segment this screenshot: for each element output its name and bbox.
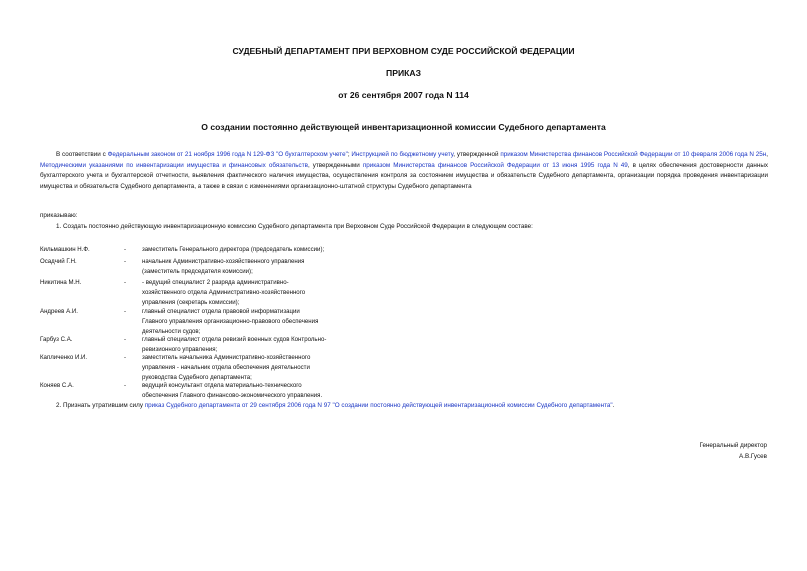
link-order-97[interactable]: приказ Судебного департамента от 29 сентября 2006 года N 97 "О создании постоянно действующей инвентаризационной комиссии Судебного департамента" [144, 402, 613, 409]
preamble-text-4: , [766, 151, 769, 158]
member-name: Кильмашкин Н.Ф. [40, 246, 90, 253]
member-dash: - [124, 279, 127, 286]
member-dash: - [124, 246, 127, 253]
link-law-129fz[interactable]: Федеральным законом от 21 ноября 1996 года N 129-ФЗ "О бухгалтерском учете" [107, 151, 348, 158]
link-budget-instruction[interactable]: Инструкцией по бюджетному учету [351, 151, 454, 158]
member-name: Капличенко И.И. [40, 354, 88, 361]
role-line: заместитель начальника Административно-хозяйственного [142, 354, 311, 361]
member-dash: - [124, 382, 127, 389]
page-title: О создании постоянно действующей инвентаризационной комиссии Судебного департамента [201, 122, 606, 132]
role-line: деятельности судов; [142, 328, 201, 335]
member-name: Гарбуз С.А. [40, 336, 73, 343]
member-dash: - [124, 308, 127, 315]
role-line: главный специалист отдела ревизий военных судов Контрольно- [142, 336, 327, 343]
member-dash: - [124, 354, 127, 361]
item-2-text: 2. Признать утратившим силу [56, 402, 145, 409]
role-line: - ведущий специалист 2 разряда административно- [142, 279, 289, 286]
member-role [142, 307, 372, 337]
role-line: ревизионного управления; [142, 346, 218, 353]
role-line: (заместитель председателя комиссии); [142, 268, 253, 275]
role-line: заместитель Генерального директора (председатель комиссии); [142, 246, 325, 253]
department-heading: СУДЕБНЫЙ ДЕПАРТАМЕНТ ПРИ ВЕРХОВНОМ СУДЕ РОССИЙСКОЙ ФЕДЕРАЦИИ [232, 46, 575, 56]
member-role [142, 245, 372, 255]
order-word: приказываю: [40, 212, 78, 219]
role-line: руководства Судебного департамента; [142, 374, 252, 381]
preamble-text-5: , утвержденными [307, 161, 363, 169]
link-methodical-guidelines[interactable]: Методическими указаниями по инвентаризации имущества и финансовых обязательств [40, 161, 308, 169]
signature-name: А.В.Гусев [739, 453, 767, 460]
preamble-text-1: В соответствии с [56, 151, 108, 158]
preamble-text-2: ; [347, 151, 352, 158]
member-name: Осадчий Г.Н. [40, 258, 77, 265]
member-name: Коняев С.А. [40, 382, 74, 389]
member-role [142, 353, 372, 383]
role-line: ведущий консультант отдела материально-технического [142, 382, 302, 389]
doc-type: ПРИКАЗ [386, 68, 421, 78]
member-role [142, 381, 372, 401]
role-line: хозяйственного отдела Административно-хозяйственного [142, 289, 306, 296]
preamble-paragraph [40, 150, 768, 192]
member-dash: - [124, 336, 127, 343]
role-line: обеспечения Главного финансово-экономического управления. [142, 392, 323, 399]
member-role [142, 335, 372, 355]
link-minfin-order-49[interactable]: приказом Министерства финансов Российской Федерации от 13 июня 1995 года N 49 [362, 161, 628, 169]
preamble-text-6: , в целях обеспечения достоверности данных бухгалтерского учета и бухгалтерской отчетности, выявления фактического наличия имущества, осуществления контроля за состоянием имущества и обязательств Судебного департамента, организации порядка проведения инвентаризации имущества и обязательств Судебного департамента, а также в связи с изменениями организационно-штатной структуры Судебного департамента [40, 161, 768, 190]
member-dash: - [124, 258, 127, 265]
member-name: Андреев А.И. [40, 308, 78, 315]
role-line: главный специалист отдела правовой информатизации [142, 308, 300, 315]
item-2-end: . [612, 402, 615, 409]
role-line: начальник Административно-хозяйственного управления [142, 258, 305, 265]
doc-date: от 26 сентября 2007 года N 114 [338, 90, 469, 100]
role-line: управления - начальник отдела обеспечения деятельности [142, 364, 310, 371]
role-line: управления (секретарь комиссии); [142, 299, 240, 306]
item-1: 1. Создать постоянно действующую инвентаризационную комиссию Судебного департамента при Верховном Суде Российской Федерации в следующем составе: [56, 223, 533, 230]
member-role [142, 257, 372, 277]
preamble-text-3: , утвержденной [453, 151, 501, 158]
role-line: Главного управления организационно-правового обеспечения [142, 318, 319, 325]
item-2 [56, 401, 776, 412]
member-role [142, 278, 372, 308]
signature-position: Генеральный директор [699, 442, 767, 449]
member-name: Никитина М.Н. [40, 279, 82, 286]
link-minfin-order-25n[interactable]: приказом Министерства финансов Российской Федерации от 10 февраля 2006 года N 25н [500, 151, 767, 158]
